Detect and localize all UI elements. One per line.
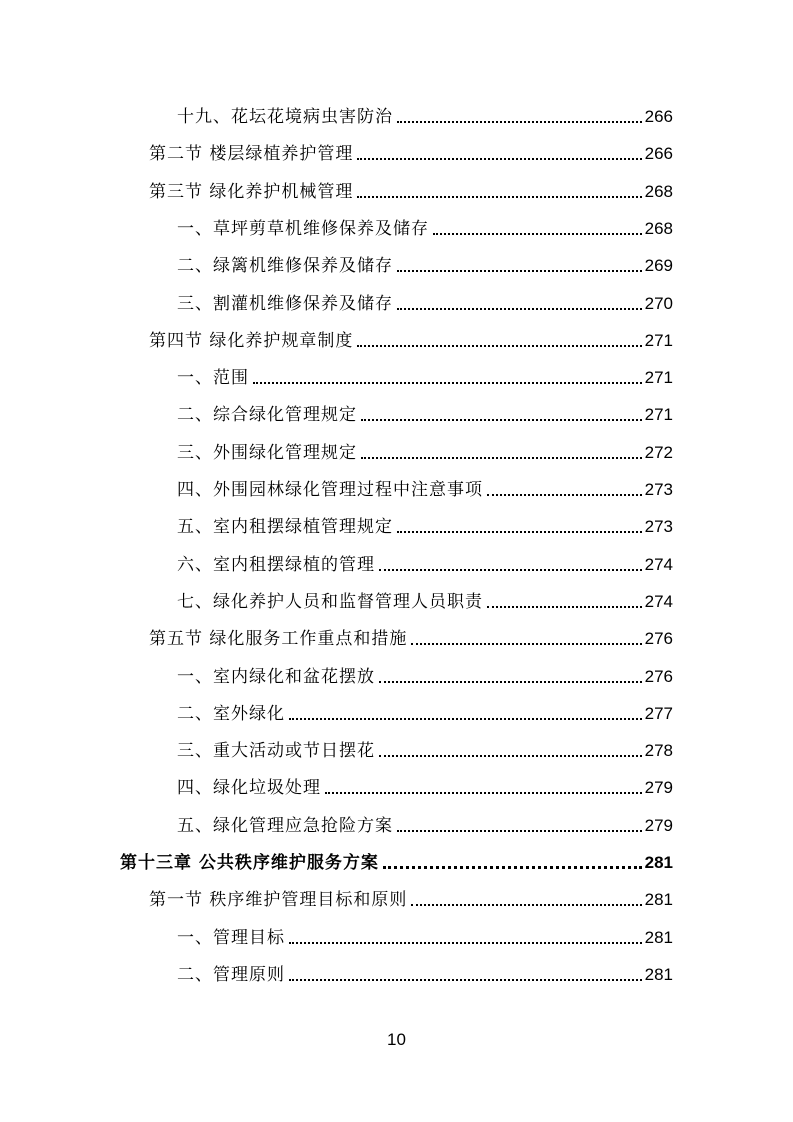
toc-dot-leader: [397, 270, 642, 272]
toc-entry-title: 二、室外绿化: [177, 703, 285, 724]
toc-entry-title: 五、绿化管理应急抢险方案: [177, 815, 393, 836]
toc-entry-page: 281: [644, 853, 673, 872]
toc-dot-leader: [411, 904, 641, 906]
toc-entry-title: 二、综合绿化管理规定: [177, 405, 357, 426]
toc-entry[interactable]: [177, 958, 673, 986]
toc-dot-leader: [289, 942, 642, 944]
toc-dot-leader: [361, 457, 642, 459]
toc-entry-page: 278: [644, 741, 673, 761]
toc-entry[interactable]: [177, 100, 673, 128]
toc-entry-page: 271: [644, 368, 673, 388]
toc-entry-page: 279: [644, 815, 673, 835]
toc-dot-leader: [487, 606, 642, 608]
toc-entry-title: 第一节 秩序维护管理目标和原则: [149, 890, 408, 911]
toc-entry-page: 272: [644, 442, 673, 462]
toc-entry[interactable]: [177, 809, 673, 837]
toc-dot-leader: [397, 308, 642, 310]
toc-entry[interactable]: [149, 137, 673, 165]
toc-entry[interactable]: [177, 287, 673, 315]
toc-entry[interactable]: [177, 697, 673, 725]
toc-entry-title: 三、割灌机维修保养及储存: [177, 293, 393, 314]
toc-entry-page: 281: [644, 890, 673, 910]
toc-dot-leader: [383, 866, 642, 869]
toc-entry[interactable]: [177, 734, 673, 762]
toc-entry-page: 273: [644, 517, 673, 537]
toc-entry-title: 一、室内绿化和盆花摆放: [177, 666, 375, 687]
toc-dot-leader: [397, 531, 642, 533]
toc-entry-page: 281: [644, 927, 673, 947]
toc-entry[interactable]: [177, 921, 673, 949]
toc-dot-leader: [357, 196, 641, 198]
toc-entry[interactable]: [177, 436, 673, 464]
toc-entry[interactable]: [177, 660, 673, 688]
toc-entry-page: 274: [644, 554, 673, 574]
toc-entry-title: 七、绿化养护人员和监督管理人员职责: [177, 591, 483, 612]
toc-entry-page: 268: [644, 181, 673, 201]
page-number: 10: [387, 1030, 406, 1049]
toc-dot-leader: [361, 419, 642, 421]
toc-entry-title: 五、室内租摆绿植管理规定: [177, 517, 393, 538]
toc-dot-leader: [289, 718, 642, 720]
toc-entry-page: 281: [644, 964, 673, 984]
toc-entry-title: 六、室内租摆绿植的管理: [177, 554, 375, 575]
toc-entry-title: 一、管理目标: [177, 927, 285, 948]
toc-entry-title: 一、草坪剪草机维修保养及储存: [177, 218, 429, 239]
toc-entry-page: 276: [644, 629, 673, 649]
toc-entry-page: 274: [644, 591, 673, 611]
toc-entry-page: 268: [644, 218, 673, 238]
toc-entry[interactable]: [177, 398, 673, 426]
toc-entry-title: 十九、花坛花境病虫害防治: [177, 107, 393, 127]
toc-entry-title: 第三节 绿化养护机械管理: [149, 181, 354, 202]
toc-dot-leader: [289, 979, 642, 981]
toc-entry-title: 一、范围: [177, 368, 249, 389]
toc-dot-leader: [379, 755, 642, 757]
toc-entry[interactable]: [177, 361, 673, 389]
toc-entry[interactable]: [177, 510, 673, 538]
toc-entry[interactable]: [177, 212, 673, 240]
toc-entry-page: 277: [644, 703, 673, 723]
toc-entry-title: 第五节 绿化服务工作重点和措施: [149, 629, 408, 650]
toc-entry[interactable]: [149, 883, 673, 911]
toc-entry[interactable]: [177, 249, 673, 277]
toc-entry-page: 276: [644, 666, 673, 686]
toc-entry-page: 271: [644, 330, 673, 350]
toc-entry-page: 279: [644, 778, 673, 798]
toc-entry[interactable]: [177, 771, 673, 799]
toc-entry-title: 第十三章 公共秩序维护服务方案: [120, 853, 379, 873]
toc-entry-page: 266: [644, 107, 673, 126]
toc-entry[interactable]: [120, 846, 673, 874]
toc-entry-page: 269: [644, 256, 673, 276]
toc-dot-leader: [397, 830, 642, 832]
toc-entry-page: 266: [644, 144, 673, 164]
toc-dot-leader: [253, 382, 642, 384]
toc-entry[interactable]: [177, 548, 673, 576]
toc-entry[interactable]: [149, 324, 673, 352]
toc-entry[interactable]: [149, 622, 673, 650]
toc-entry-page: 273: [644, 480, 673, 499]
toc-entry-title: 四、外围园林绿化管理过程中注意事项: [177, 480, 483, 500]
toc-dot-leader: [357, 158, 641, 160]
toc-dot-leader: [325, 792, 642, 794]
toc-dot-leader: [379, 681, 642, 683]
toc-dot-leader: [433, 233, 642, 235]
toc-dot-leader: [411, 643, 641, 645]
toc-dot-leader: [357, 345, 641, 347]
toc-dot-leader: [487, 494, 642, 496]
toc-entry-title: 三、重大活动或节日摆花: [177, 741, 375, 762]
toc-entry[interactable]: [177, 585, 673, 613]
toc-entry[interactable]: [149, 175, 673, 203]
toc-entry-page: 270: [644, 293, 673, 313]
toc-entry-title: 四、绿化垃圾处理: [177, 778, 321, 799]
toc-entry-page: 271: [644, 405, 673, 425]
toc-dot-leader: [379, 569, 642, 571]
toc-entry[interactable]: [177, 473, 673, 501]
toc-entry-title: 第四节 绿化养护规章制度: [149, 330, 354, 351]
toc-entry-title: 三、外围绿化管理规定: [177, 442, 357, 463]
toc-entry-title: 二、管理原则: [177, 964, 285, 985]
toc-entry-title: 二、绿篱机维修保养及储存: [177, 256, 393, 277]
toc-dot-leader: [397, 121, 642, 123]
toc-entry-title: 第二节 楼层绿植养护管理: [149, 144, 354, 165]
